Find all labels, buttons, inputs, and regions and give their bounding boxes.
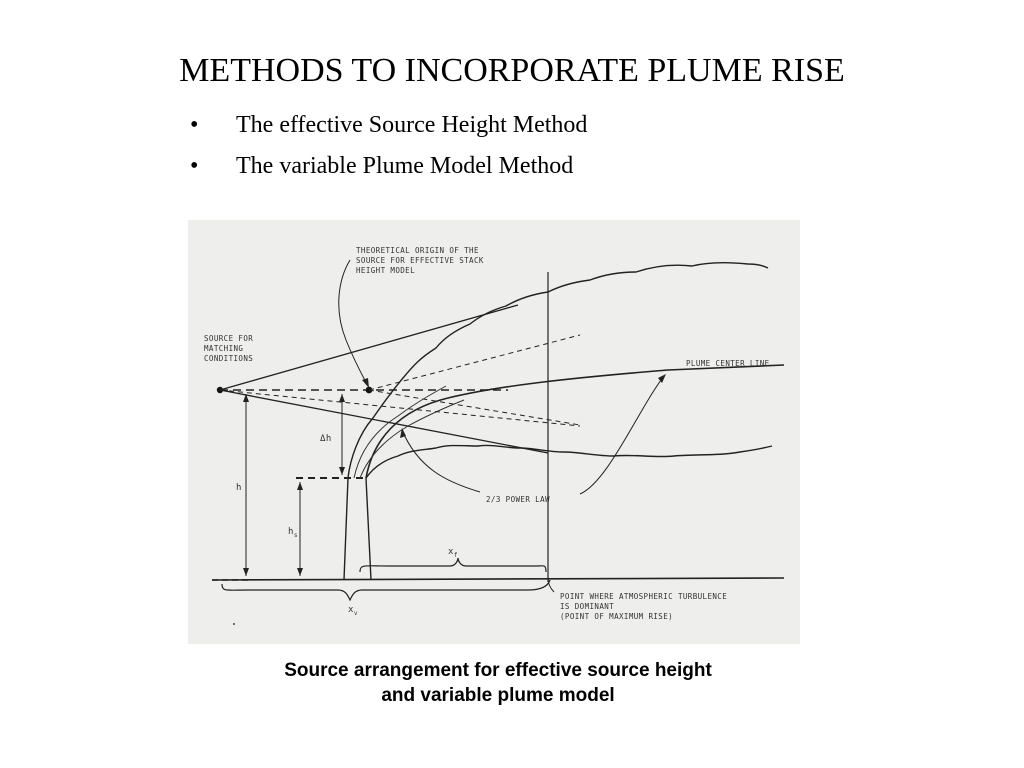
origin-label-line-3: HEIGHT MODEL <box>356 266 415 275</box>
origin-pointer-arrow <box>362 378 369 388</box>
plume-inner-contour-1 <box>354 386 446 478</box>
bullet-symbol: • <box>190 112 199 138</box>
plume-lower-boundary <box>366 445 772 478</box>
stack-left-wall <box>344 478 348 580</box>
figure-caption <box>0 658 996 708</box>
xv-label <box>348 605 358 617</box>
hs-arrow-up <box>297 482 303 490</box>
turbulence-label-line-3: (POINT OF MAXIMUM RISE) <box>560 612 674 621</box>
xf-label-main: x <box>448 547 454 557</box>
bullet-text: The variable Plume Model Method <box>236 153 574 179</box>
hs-arrow-down <box>297 568 303 576</box>
max-rise-pointer <box>548 578 554 592</box>
xv-label-sub: v <box>353 610 358 617</box>
power-law-arrow-right <box>658 374 666 383</box>
xv-label-main: x <box>348 605 354 615</box>
bullet-text: The effective Source Height Method <box>236 112 588 138</box>
plume-upper-boundary <box>348 263 768 478</box>
cone-upper-line <box>220 305 518 390</box>
scan-speck <box>233 623 235 625</box>
origin-pointer <box>339 260 368 386</box>
xf-brace <box>360 558 546 572</box>
delta-h-label: Δh <box>320 434 332 444</box>
h-arrow-down <box>243 568 249 576</box>
turbulence-label-line-2: IS DOMINANT <box>560 602 615 611</box>
hs-label-main: h <box>288 527 294 537</box>
ground-line <box>212 578 784 580</box>
source-label-line-3: CONDITIONS <box>204 354 254 363</box>
origin-label-line-2: SOURCE FOR EFFECTIVE STACK <box>356 256 484 265</box>
bullet-item <box>190 108 587 149</box>
power-law-pointer-left <box>402 430 480 492</box>
plume-center-line-label: PLUME CENTER LINE <box>686 359 770 368</box>
slide-title: METHODS TO INCORPORATE PLUME RISE <box>179 52 845 89</box>
plume-diagram-svg <box>188 220 800 644</box>
hs-label <box>288 527 298 539</box>
origin-label-line-1: THEORETICAL ORIGIN OF THE <box>356 246 479 255</box>
source-label-line-1: SOURCE FOR <box>204 334 254 343</box>
turbulence-label-line-1: POINT WHERE ATMOSPHERIC TURBULENCE <box>560 592 728 601</box>
hs-label-sub: s <box>293 532 298 539</box>
xf-label-sub: f <box>453 552 458 559</box>
caption-line-1: Source arrangement for effective source height <box>284 660 712 681</box>
delta-h-arrow-up <box>339 394 345 402</box>
power-law-pointer-right <box>580 376 664 494</box>
plume-diagram <box>188 220 800 644</box>
caption-line-2: and variable plume model <box>381 685 615 706</box>
power-law-label: 2/3 POWER LAW <box>486 495 550 504</box>
stack-right-wall <box>366 478 371 580</box>
xf-label <box>448 547 458 559</box>
plume-center-line <box>366 365 784 478</box>
xv-brace <box>222 580 550 600</box>
bullet-symbol: • <box>190 153 199 179</box>
h-label: h <box>236 483 242 493</box>
delta-h-arrow-down <box>339 467 345 475</box>
bullet-list <box>190 108 587 190</box>
bullet-item <box>190 149 587 190</box>
source-label-line-2: MATCHING <box>204 344 244 353</box>
